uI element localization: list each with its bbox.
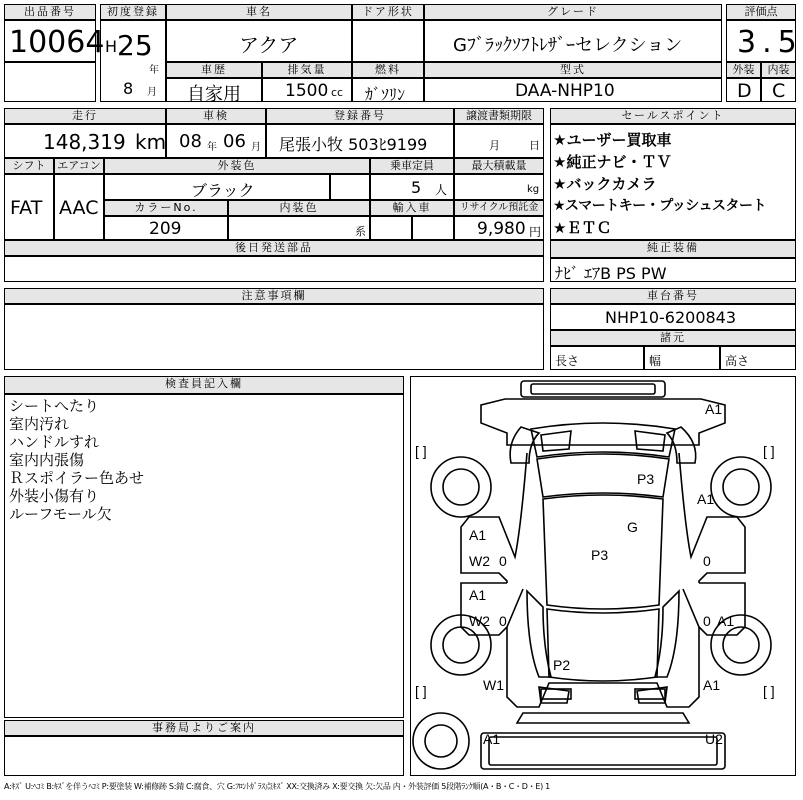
ac-label: エアコン <box>54 158 104 174</box>
ext-label: 外装 <box>726 62 761 78</box>
remark: Ｒスポイラー色あせ <box>9 469 145 487</box>
color-label: 外装色 <box>104 158 370 174</box>
width-cell <box>644 346 720 370</box>
history-label: 車歴 <box>166 62 262 78</box>
dims-label: 諸元 <box>550 330 796 346</box>
transfer-label: 譲渡書類期限 <box>454 108 544 124</box>
car-name: アクア <box>239 33 299 57</box>
remark: 室内汚れ <box>9 415 70 433</box>
first-reg-label: 初度登録 <box>100 4 166 20</box>
damage-mark: A1 <box>697 491 715 507</box>
equipment-label: 純正装備 <box>550 240 796 258</box>
capacity: 5 <box>411 178 422 197</box>
grade: Gﾌﾞﾗｯｸｿﾌﾄﾚｻﾞｰセレクション <box>453 35 683 56</box>
door-cell <box>352 20 424 62</box>
first-reg-cell <box>100 20 166 102</box>
cc-unit: cc <box>331 86 344 99</box>
ac: AAC <box>59 197 99 219</box>
displacement-cell <box>262 78 352 102</box>
plate: 尾張小牧 503ﾋ9199 <box>279 135 428 154</box>
car-diagram <box>410 376 796 776</box>
remark: ルーフモール欠 <box>9 505 112 523</box>
office-label: 事務局よりご案内 <box>4 720 404 736</box>
shift-cell <box>4 174 54 240</box>
displacement: 1500 <box>285 81 329 101</box>
later-parts-cell <box>4 256 544 282</box>
bracket-mark: [ ] <box>415 683 427 699</box>
capacity-cell <box>370 174 454 200</box>
bracket-mark: [ ] <box>763 443 775 459</box>
mileage-label: 走行 <box>4 108 166 124</box>
damage-mark: W1 <box>483 677 504 693</box>
inspection-cell <box>166 124 266 158</box>
damage-mark: W2 <box>469 613 490 629</box>
sales-point: ★スマートキー・プッシュスタート <box>553 198 767 214</box>
office-box <box>4 736 404 776</box>
lot-cell <box>4 20 105 62</box>
damage-mark: G <box>627 519 638 535</box>
color-cell <box>104 174 330 200</box>
ac-cell <box>54 174 104 240</box>
insp-month: 06 <box>223 131 246 152</box>
chassis-label: 車台番号 <box>550 288 796 304</box>
fuel-label: 燃料 <box>352 62 424 78</box>
recycle-label: リサイクル預託金 <box>454 200 544 216</box>
color-no: 209 <box>149 219 182 239</box>
model-label: 型式 <box>424 62 722 78</box>
inspection-label: 車検 <box>166 108 266 124</box>
insp-year-unit: 年 <box>207 142 217 153</box>
shift: FAT <box>10 197 43 219</box>
color: ブラック <box>191 181 255 200</box>
recycle: 9,980 <box>477 219 526 239</box>
int-label: 内装 <box>761 62 796 78</box>
zero-mark: 0 <box>703 613 711 629</box>
grade-label: グレード <box>424 4 722 20</box>
chassis-cell <box>550 304 796 330</box>
model: DAA-NHP10 <box>515 81 615 101</box>
color-no-label: カラーNo. <box>104 200 228 216</box>
yen-unit: 円 <box>529 225 542 239</box>
shift-label: シフト <box>4 158 54 174</box>
ext-grade: D <box>737 80 752 102</box>
fuel: ｶﾞｿﾘﾝ <box>365 85 406 104</box>
zero-mark: 0 <box>703 553 711 569</box>
mileage: 148,319 <box>43 130 126 154</box>
car-diagram-svg <box>411 377 795 775</box>
damage-mark: U2 <box>705 731 723 747</box>
color-blank <box>330 174 370 200</box>
car-name-cell <box>166 20 352 62</box>
damage-mark: A1 <box>705 401 723 417</box>
sales-points-box <box>550 124 796 240</box>
transfer-month: 月 <box>489 139 500 152</box>
ext-cell <box>726 78 761 102</box>
color-no-cell <box>104 216 228 240</box>
damage-mark: P2 <box>553 657 571 673</box>
score-label: 評価点 <box>726 4 796 20</box>
load-unit: kg <box>527 184 540 195</box>
damage-mark: P3 <box>591 547 609 563</box>
remark: シートへたり <box>9 397 100 415</box>
damage-mark: W2 <box>469 553 490 569</box>
import-label: 輸入車 <box>370 200 454 216</box>
int-cell <box>761 78 796 102</box>
era: H <box>105 37 118 56</box>
damage-mark: P3 <box>637 471 655 487</box>
remark: 室内内張傷 <box>9 451 85 469</box>
int-color-suffix: 系 <box>355 225 366 238</box>
history: 自家用 <box>187 84 241 105</box>
zero-mark: 0 <box>499 553 507 569</box>
height-cell <box>720 346 796 370</box>
sales-point: ★バックカメラ <box>553 175 657 193</box>
int-grade: C <box>772 80 786 102</box>
year-unit: 年 <box>149 65 159 76</box>
inspector-box <box>4 394 404 718</box>
transfer-day: 日 <box>529 139 540 152</box>
insp-month-unit: 月 <box>251 142 261 153</box>
recycle-cell <box>454 216 544 240</box>
notes-box <box>4 304 544 370</box>
reg-year: 25 <box>117 29 153 62</box>
fuel-cell <box>352 78 424 102</box>
damage-mark: A1 <box>703 677 721 693</box>
sales-point: ★ＥＴＣ <box>553 219 612 237</box>
load-cell <box>454 174 544 200</box>
transfer-cell <box>454 124 544 158</box>
plate-label: 登録番号 <box>266 108 454 124</box>
width-label: 幅 <box>649 354 662 368</box>
inspector-label: 検査員記入欄 <box>4 376 404 394</box>
model-cell <box>424 78 722 102</box>
score: 3.5 <box>737 25 803 60</box>
lot-blank <box>4 62 96 102</box>
month-unit: 月 <box>147 87 157 98</box>
import-cell-b <box>412 216 454 240</box>
reg-month: 8 <box>123 79 134 98</box>
notes-label: 注意事項欄 <box>4 288 544 304</box>
door-label: ドア形状 <box>352 4 424 20</box>
equipment-cell <box>550 258 796 282</box>
damage-mark: A1 <box>469 527 487 543</box>
sales-points-label: セールスポイント <box>550 108 796 124</box>
equipment: ﾅﾋﾞ ｴｱB PS PW <box>555 264 667 283</box>
height-label: 高さ <box>725 354 750 368</box>
km-unit: km <box>135 130 167 154</box>
plate-cell <box>266 124 454 158</box>
mileage-cell <box>4 124 166 158</box>
int-color-cell <box>228 216 370 240</box>
sales-point: ★ユーザー買取車 <box>553 131 672 149</box>
later-parts-label: 後日発送部品 <box>4 240 544 256</box>
displacement-label: 排気量 <box>262 62 352 78</box>
grade-cell <box>424 20 722 62</box>
capacity-label: 乗車定員 <box>370 158 454 174</box>
int-color-label: 内装色 <box>228 200 370 216</box>
lot-number: 10064 <box>9 25 105 60</box>
bracket-mark: [ ] <box>763 683 775 699</box>
damage-mark: A1 <box>717 613 735 629</box>
insp-year: 08 <box>179 131 202 152</box>
score-cell <box>726 20 803 62</box>
load-label: 最大積載量 <box>454 158 544 174</box>
bracket-mark: [ ] <box>415 443 427 459</box>
lot-label: 出品番号 <box>4 4 96 20</box>
damage-mark: A1 <box>469 587 487 603</box>
history-cell <box>166 78 262 105</box>
car-name-label: 車名 <box>166 4 352 20</box>
legend: A:ｷｽﾞ U:ﾍｺﾐ B:ｷｽﾞを伴うﾍｺﾐ P:要塗装 W:補修跡 S:錆 C:腐食、穴 G:ﾌﾛﾝﾄｶﾞﾗｽ点ｷｽﾞ XX:交換済み X:要交換 欠:欠品 内・外装評価 5段階ﾗﾝｸ順(A・B・C・D・E) 1 <box>4 782 550 791</box>
zero-mark: 0 <box>499 613 507 629</box>
length-label: 長さ <box>555 354 580 368</box>
import-cell-a <box>370 216 412 240</box>
capacity-unit: 人 <box>435 183 448 197</box>
damage-mark: A1 <box>483 731 501 747</box>
remark: ハンドルすれ <box>9 433 100 451</box>
remark: 外装小傷有り <box>9 487 100 505</box>
chassis-number: NHP10-6200843 <box>605 308 737 327</box>
length-cell <box>550 346 644 370</box>
sales-point: ★純正ナビ・ＴＶ <box>553 153 672 171</box>
